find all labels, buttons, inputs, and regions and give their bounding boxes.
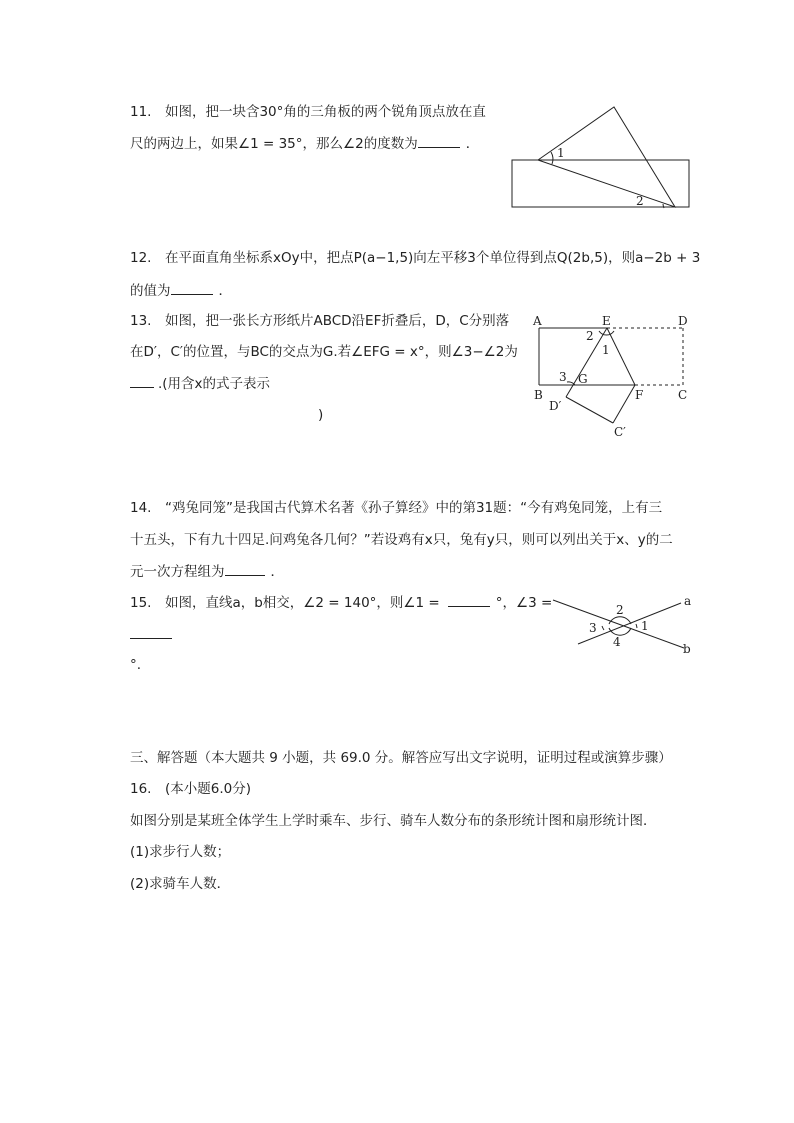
- q12-line2-end: ．: [218, 283, 232, 299]
- q15-label-2: 2: [616, 603, 624, 617]
- q15-line1-text: 15. 如图，直线a，b相交，∠2 = 140°，则∠1 =: [130, 595, 440, 611]
- q12-answer-blank: [171, 280, 213, 295]
- q15-blank-2: [130, 624, 172, 639]
- q11-label-2: 2: [636, 194, 644, 208]
- q14-line2: 十五头，下有九十四足.问鸡兔各几何？”若设鸡有x只，兔有y只，则可以列出关于x、y的二: [130, 532, 673, 548]
- q13-line3-end: .(用含x的式子表示: [158, 376, 271, 392]
- q15-label-4: 4: [613, 635, 621, 649]
- q15-line3: °.: [130, 657, 142, 673]
- q15-figure: [545, 590, 700, 658]
- q11-line1: 11. 如图，把一块含30°角的三角板的两个锐角顶点放在直: [130, 104, 486, 120]
- q12-line1: 12. 在平面直角坐标系xOy中，把点P(a−1,5)向左平移3个单位得到点Q(2b,5)，则a−2b + 3: [130, 250, 701, 266]
- q11-line2-end: ．: [465, 136, 480, 152]
- q15-line2: [130, 624, 172, 645]
- q13-line4: ): [318, 407, 324, 423]
- q15-line1: [130, 592, 552, 613]
- q11-label-1: 1: [557, 146, 565, 160]
- q15-line1-mid: °，∠3 =: [495, 595, 553, 611]
- q13-label-G: G: [578, 372, 588, 386]
- section3-heading: 三、解答题（本大题共 9 小题，共 69.0 分。解答应写出文字说明，证明过程或演算步骤）: [130, 750, 672, 766]
- q13-figure: [528, 310, 698, 442]
- q16-title: 16. (本小题6.0分): [130, 781, 251, 797]
- q13-label-C: C: [678, 388, 688, 402]
- q13-line3: [130, 373, 270, 394]
- q15-blank-1: [448, 592, 490, 607]
- q15-label-1: 1: [641, 619, 649, 633]
- q11-answer-blank: [418, 133, 460, 148]
- q13-label-B: B: [534, 388, 543, 402]
- q13-line1: 13. 如图，把一张长方形纸片ABCD沿EF折叠后，D，C分别落: [130, 313, 510, 329]
- q13-label-A: A: [533, 314, 542, 328]
- q14-line3-end: ．: [270, 564, 284, 580]
- q14-line1: 14. “鸡兔同笼”是我国古代算术名著《孙子算经》中的第31题：“今有鸡兔同笼，上有三: [130, 500, 663, 516]
- q13-label-E: E: [602, 314, 611, 328]
- q16-line1: 如图分别是某班全体学生上学时乘车、步行、骑车人数分布的条形统计图和扇形统计图．: [130, 813, 657, 829]
- q13-answer-blank: [130, 373, 154, 388]
- q13-label-1: 1: [602, 343, 610, 357]
- q12-line2-text: 的值为: [130, 283, 171, 299]
- q16-line3: (2)求骑车人数．: [130, 876, 231, 892]
- q16-line2: (1)求步行人数；: [130, 844, 231, 860]
- q14-answer-blank: [225, 561, 265, 576]
- q15-label-b: b: [683, 642, 691, 656]
- q13-line2: 在D′，C′的位置，与BC的交点为G.若∠EFG = x°，则∠3−∠2为: [130, 344, 518, 360]
- q11-line2-text: 尺的两边上，如果∠1 = 35°，那么∠2的度数为: [130, 136, 418, 152]
- q12-line2: [130, 280, 232, 301]
- q13-label-3: 3: [559, 370, 567, 384]
- q14-line3: [130, 561, 284, 582]
- q11-line2: [130, 133, 479, 154]
- q14-line3-text: 元一次方程组为: [130, 564, 225, 580]
- q13-label-Dprime: D′: [549, 399, 562, 413]
- q13-label-D: D: [678, 314, 688, 328]
- q15-label-a: a: [684, 594, 692, 608]
- q13-label-Cprime: C′: [614, 425, 626, 439]
- q11-figure: [505, 105, 695, 215]
- q13-label-F: F: [635, 388, 644, 402]
- q13-label-2: 2: [586, 329, 594, 343]
- q15-label-3: 3: [589, 621, 597, 635]
